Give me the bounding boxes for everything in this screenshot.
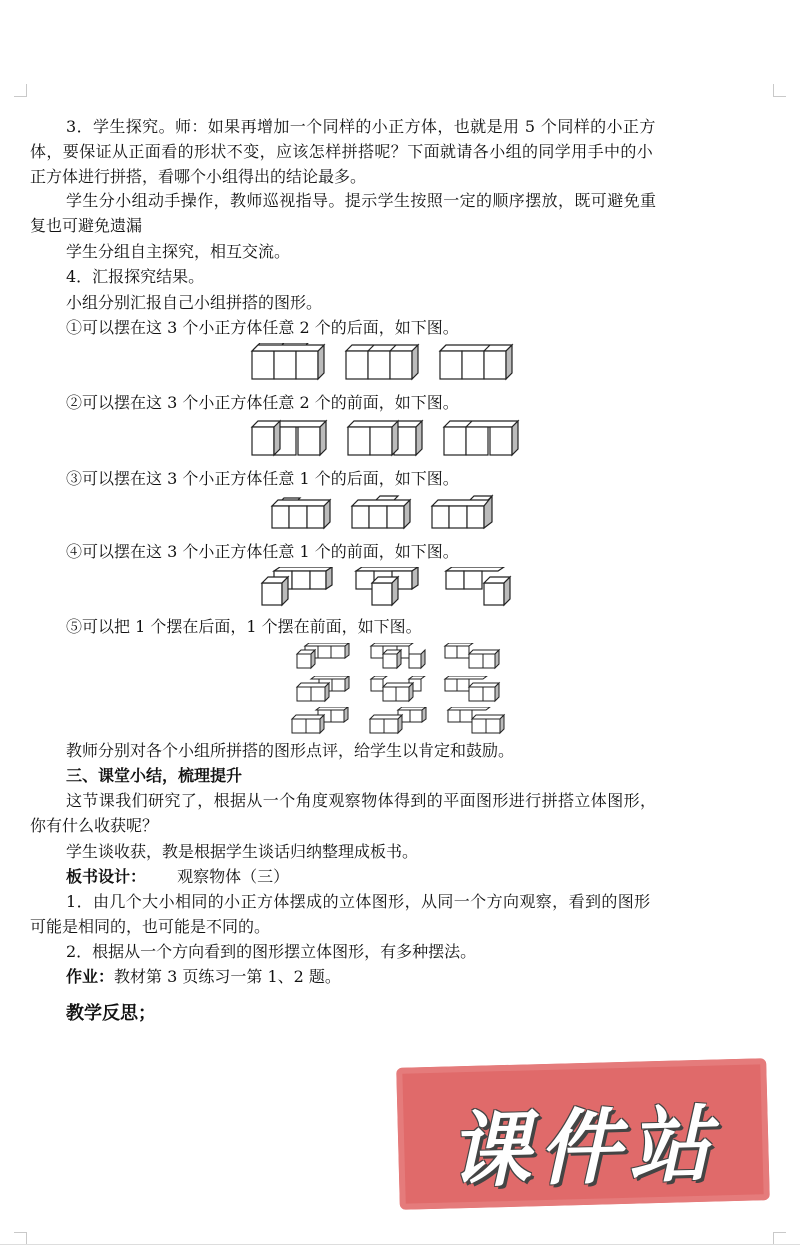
case-line: ⑤可以把 1 个摆在后面，1 个摆在前面，如下图。 xyxy=(66,617,422,636)
paragraph-line: 3．学生探究。师：如果再增加一个同样的小正方体，也就是用 5 个同样的小正方 xyxy=(66,117,656,136)
paragraph-line: 1．由几个大小相同的小正方体摆成的立体图形，从同一个方向观察，看到的图形 xyxy=(66,892,651,911)
cube-figure xyxy=(368,707,430,737)
cube-figure xyxy=(446,707,508,737)
paragraph-line: 体，要保证从正面看的形状不变，应该怎样拼搭呢？下面就请各小组的同学用手中的小 xyxy=(30,142,654,161)
cube-figure xyxy=(260,567,336,609)
page-bottom-edge xyxy=(0,1244,800,1245)
cube-figure xyxy=(270,494,334,532)
paragraph-line: 4．汇报探究结果。 xyxy=(66,267,205,286)
paragraph-line: 你有什么收获呢？ xyxy=(30,816,159,835)
paragraph-line: 这节课我们研究了，根据从一个角度观察物体得到的平面图形进行拼搭立体图形， xyxy=(66,791,657,810)
paragraph-line: 复也可避免遗漏 xyxy=(30,216,143,235)
figure-row-5a xyxy=(295,643,501,671)
paragraph-line: 学生分组自主探究，相互交流。 xyxy=(66,242,291,261)
paragraph-line: 正方体进行拼搭，看哪个小组得出的结论最多。 xyxy=(30,167,367,186)
board-title: 观察物体（三） xyxy=(177,867,290,886)
cube-figure xyxy=(290,707,352,737)
figure-row-5c xyxy=(290,707,508,737)
case-line: ④可以摆在这 3 个小正方体任意 1 个的前面，如下图。 xyxy=(66,542,459,561)
figure-row-1 xyxy=(250,343,516,383)
watermark-stamp xyxy=(396,1058,770,1210)
figure-row-5b xyxy=(295,676,501,704)
figure-row-4 xyxy=(260,567,520,609)
cube-figure xyxy=(295,676,353,704)
cube-figure xyxy=(443,643,501,671)
watermark-text: 课件站 xyxy=(447,1097,720,1200)
figure-row-2 xyxy=(250,419,522,459)
case-line: ①可以摆在这 3 个小正方体任意 2 个的后面，如下图。 xyxy=(66,318,459,337)
paragraph-line: 学生谈收获，教是根据学生谈话归纳整理成板书。 xyxy=(66,842,419,861)
cube-figure xyxy=(438,343,516,383)
cube-figure xyxy=(369,676,427,704)
board-label: 板书设计： xyxy=(66,867,147,886)
reflection-heading: 教学反思； xyxy=(66,1003,156,1024)
cube-figure xyxy=(430,494,494,532)
cube-figure xyxy=(443,676,501,704)
cube-figure xyxy=(444,567,520,609)
paragraph-line: 小组分别汇报自己小组拼搭的图形。 xyxy=(66,293,323,312)
crop-mark xyxy=(14,84,27,97)
cube-figure xyxy=(442,419,522,459)
paragraph-line: 教师分别对各个小组所拼搭的图形点评，给学生以肯定和鼓励。 xyxy=(66,741,515,760)
cube-figure xyxy=(250,419,330,459)
cube-figure xyxy=(344,343,422,383)
homework-line xyxy=(66,965,796,989)
board-design-line xyxy=(66,865,796,889)
figure-row-3 xyxy=(270,494,494,532)
section-heading: 三、课堂小结，梳理提升 xyxy=(66,766,243,785)
paragraph-line: 可能是相同的，也可能是不同的。 xyxy=(30,917,271,936)
cube-figure xyxy=(295,643,353,671)
paragraph-line: 2．根据从一个方向看到的图形摆立体图形，有多种摆法。 xyxy=(66,942,477,961)
cube-figure xyxy=(350,494,414,532)
paragraph-line: 学生分小组动手操作，教师巡视指导。提示学生按照一定的顺序摆放，既可避免重 xyxy=(66,191,657,210)
case-line: ③可以摆在这 3 个小正方体任意 1 个的后面，如下图。 xyxy=(66,469,459,488)
homework-label: 作业： xyxy=(66,967,115,986)
crop-mark xyxy=(773,84,786,97)
case-line: ②可以摆在这 3 个小正方体任意 2 个的前面，如下图。 xyxy=(66,393,459,412)
cube-figure xyxy=(369,643,427,671)
cube-figure xyxy=(346,419,426,459)
cube-figure xyxy=(352,567,428,609)
cube-figure xyxy=(250,343,328,383)
homework-text: 教材第 3 页练习一第 1、2 题。 xyxy=(114,967,341,986)
